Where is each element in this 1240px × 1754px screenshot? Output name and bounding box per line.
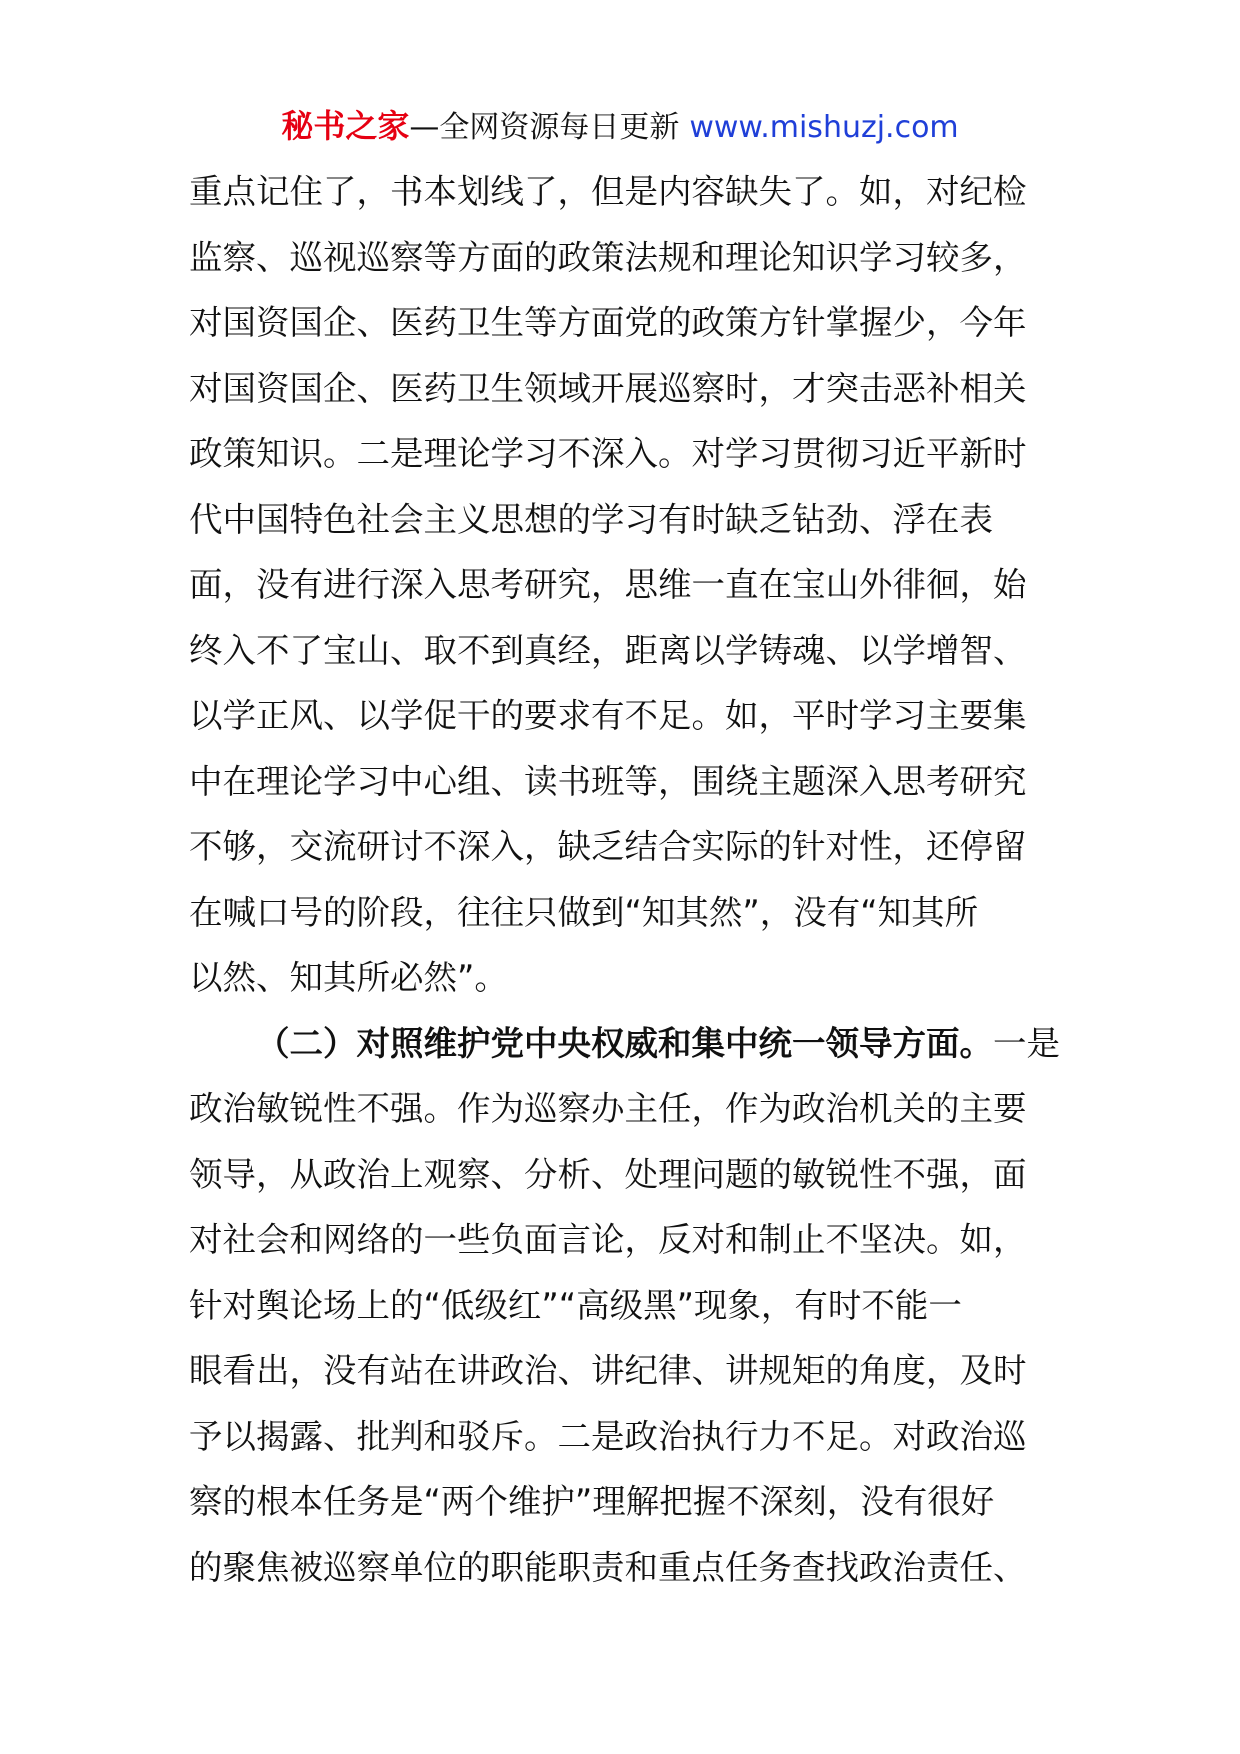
text-line: 监察、巡视巡察等方面的政策法规和理论知识学习较多， xyxy=(189,237,1027,277)
text-line: 代中国特色社会主义思想的学习有时缺乏钻劲、浮在表 xyxy=(189,499,993,539)
paragraph-1 xyxy=(189,159,1069,1011)
text-line: 对社会和网络的一些负面言论，反对和制止不坚决。如， xyxy=(189,1220,1027,1259)
text-line: 以学正风、以学促干的要求有不足。如，平时学习主要集 xyxy=(189,696,1027,735)
site-name: 秘书之家 xyxy=(281,107,410,145)
text-line: 政策知识。二是理论学习不深入。对学习贯彻习近平新时 xyxy=(189,434,1027,473)
text-line: 以然、知其所必然”。 xyxy=(189,958,508,997)
section-heading-line xyxy=(189,1011,1069,1077)
header-tagline: —全网资源每日更新 xyxy=(409,110,680,145)
text-line: 对国资国企、医药卫生等方面党的政策方针掌握少，今年 xyxy=(189,303,1027,342)
text-line: 察的根本任务是“两个维护”理解把握不深刻，没有很好 xyxy=(189,1482,995,1521)
text-line: 的聚焦被巡察单位的职能职责和重点任务查找政治责任、 xyxy=(189,1547,1027,1587)
section-2 xyxy=(189,1011,1069,1601)
text-line: 予以揭露、批判和驳斥。二是政治执行力不足。对政治巡 xyxy=(189,1416,1027,1456)
body-text xyxy=(189,159,1069,1600)
site-url: www.mishuzj.com xyxy=(689,110,959,145)
text-line: 面，没有进行深入思考研究，思维一直在宝山外徘徊，始 xyxy=(189,565,1027,604)
page-header xyxy=(0,104,1240,150)
text-line: 眼看出，没有站在讲政治、讲纪律、讲规矩的角度，及时 xyxy=(189,1351,1027,1390)
text-line: 终入不了宝山、取不到真经，距离以学铸魂、以学增智、 xyxy=(189,630,1027,670)
text-line: 针对舆论场上的“低级红”“高级黑”现象，有时不能一 xyxy=(189,1285,962,1325)
section-heading-rest: 一是 xyxy=(993,1023,1060,1063)
text-line: 对国资国企、医药卫生领域开展巡察时，才突击恶补相关 xyxy=(189,368,1027,408)
text-line: 中在理论学习中心组、读书班等，围绕主题深入思考研究 xyxy=(189,761,1027,801)
text-line: 领导，从政治上观察、分析、处理问题的敏锐性不强，面 xyxy=(189,1154,1027,1194)
text-line: 重点记住了，书本划线了，但是内容缺失了。如，对纪检 xyxy=(189,172,1027,211)
text-line: 政治敏锐性不强。作为巡察办主任，作为政治机关的主要 xyxy=(189,1089,1027,1128)
section-heading: （二）对照维护党中央权威和集中统一领导方面。 xyxy=(256,1023,993,1063)
text-line: 在喊口号的阶段，往往只做到“知其然”，没有“知其所 xyxy=(189,892,979,932)
text-line: 不够，交流研讨不深入，缺乏结合实际的针对性，还停留 xyxy=(189,827,1027,866)
